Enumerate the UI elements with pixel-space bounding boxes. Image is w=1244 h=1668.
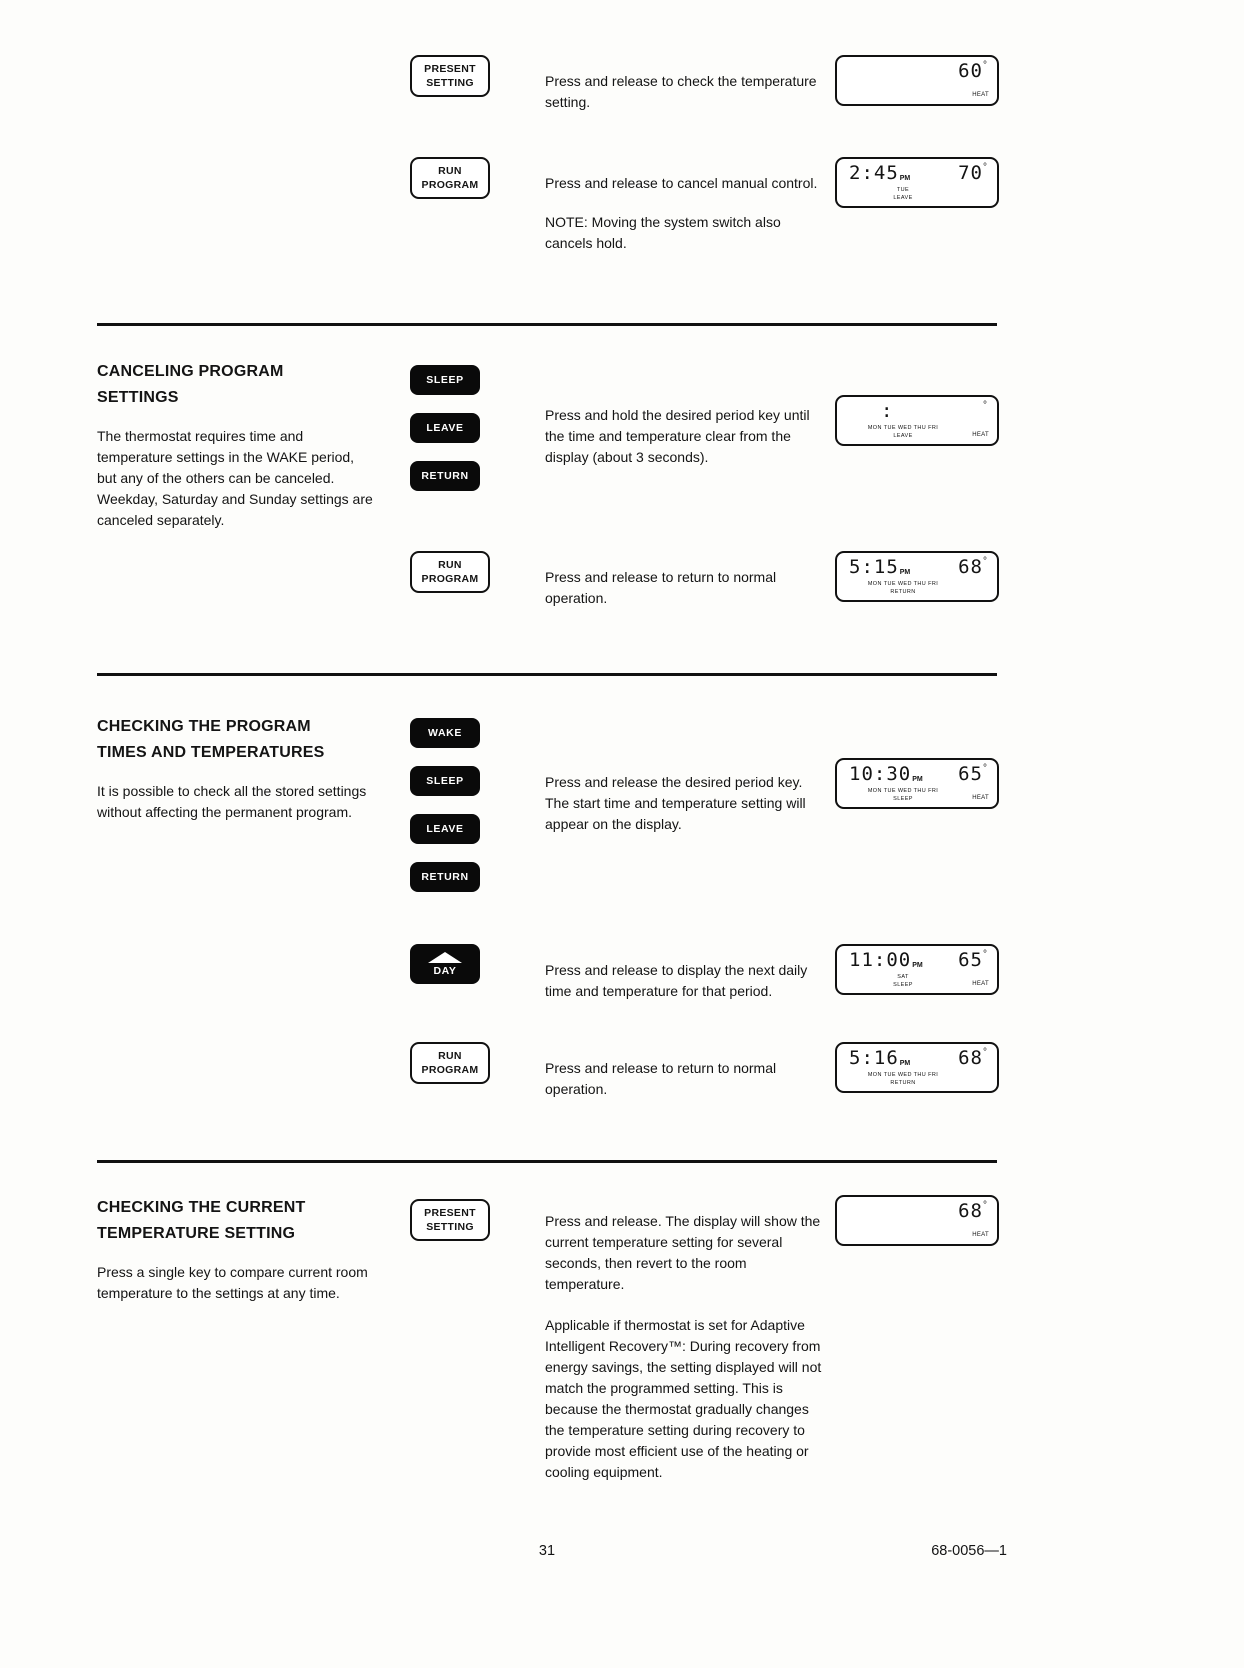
key-label-line: PRESENT <box>424 1207 476 1219</box>
lcd-ampm: PM <box>912 776 923 783</box>
lcd-period-label: LEAVE <box>893 432 913 439</box>
lcd-time <box>849 164 910 183</box>
row-present-setting-check <box>97 55 997 127</box>
instruction-cell <box>537 1042 827 1114</box>
display-cell <box>827 714 997 809</box>
thermostat-lcd-display <box>835 157 999 208</box>
key-label-line: RUN <box>438 165 462 177</box>
heading-line: CHECKING THE PROGRAM <box>97 718 311 735</box>
instruction-text: Press and release to display the next daily time and temperature for that period. <box>545 962 808 999</box>
lcd-time <box>881 402 893 421</box>
degree-symbol: ° <box>983 949 987 960</box>
instruction-text: Press and hold the desired period key until the time and temperature clear from the display (about 3 seconds). <box>545 407 810 465</box>
lcd-time-digits: 2:45 <box>849 162 899 184</box>
section-intro <box>97 714 397 837</box>
wake-key: WAKE <box>410 718 480 748</box>
page-footer <box>97 1543 1007 1565</box>
lcd-day-period <box>847 788 959 803</box>
lcd-day-period <box>847 187 959 202</box>
instruction-cell <box>537 55 827 127</box>
degree-symbol: ° <box>983 162 987 173</box>
lcd-temp-digits: 68 <box>958 1047 983 1069</box>
degree-symbol: ° <box>983 400 987 411</box>
thermostat-lcd-display <box>835 758 999 809</box>
instruction-cell <box>537 157 827 268</box>
lcd-ampm: PM <box>899 1060 911 1067</box>
return-key: RETURN <box>410 862 480 892</box>
heading-line: TIMES AND TEMPERATURES <box>97 744 325 762</box>
display-cell <box>827 551 997 602</box>
lcd-time-digits: 11:00 <box>849 949 912 971</box>
lcd-temp-digits: 70 <box>958 162 983 184</box>
thermostat-lcd-display <box>835 1042 999 1093</box>
instruction-text: Press and release. The display will show the current temperature setting for several seconds, then revert to the room temperature. <box>545 1213 821 1292</box>
lcd-period-label: LEAVE <box>893 194 913 201</box>
lcd-day-period <box>847 581 959 596</box>
note-text: NOTE: Moving the system switch also cancels hold. <box>545 214 781 251</box>
lcd-day-labels: MON TUE WED THU FRI <box>867 788 939 795</box>
lcd-temperature <box>958 558 987 577</box>
button-cell <box>397 1199 537 1241</box>
instruction-cell <box>537 1195 827 1497</box>
section-divider <box>97 1160 997 1163</box>
key-label-line: RUN <box>438 1050 462 1062</box>
leave-key: LEAVE <box>410 814 480 844</box>
instruction-text: Press and release to cancel manual control. <box>545 175 818 191</box>
lcd-temperature <box>958 1049 987 1068</box>
thermostat-lcd-display <box>835 395 999 446</box>
lcd-temp-digits: 65 <box>958 949 983 971</box>
degree-symbol: ° <box>983 1047 987 1058</box>
heading-line: CANCELING PROGRAM <box>97 363 284 380</box>
lcd-temperature <box>958 951 987 970</box>
lcd-time-digits: 10:30 <box>849 763 912 785</box>
lcd-temperature <box>958 1202 987 1221</box>
lcd-temp-digits: 68 <box>958 556 983 578</box>
button-cell <box>397 55 537 97</box>
present-setting-key <box>410 1199 490 1241</box>
lcd-day-labels: MON TUE WED THU FRI <box>867 425 939 432</box>
page-content <box>97 55 1007 1565</box>
lcd-mode-indicator: HEAT <box>972 432 989 438</box>
lcd-main-row <box>849 164 987 183</box>
instruction-cell <box>537 551 827 623</box>
key-label-line: SETTING <box>426 1221 474 1234</box>
button-cell <box>397 1042 537 1084</box>
instruction-text: Press and release to return to normal operation. <box>545 569 777 606</box>
lcd-temperature <box>983 402 987 421</box>
section-checking-current <box>97 1195 997 1497</box>
section-intro <box>97 1195 397 1318</box>
lcd-day-labels: SAT <box>897 974 909 981</box>
thermostat-lcd-display <box>835 1195 999 1246</box>
key-label-line: PRESENT <box>424 63 476 75</box>
lcd-main-row <box>849 62 987 81</box>
display-cell <box>827 1195 997 1246</box>
leave-key: LEAVE <box>410 413 480 443</box>
day-key <box>410 944 480 984</box>
display-cell <box>827 1042 997 1093</box>
section-intro <box>97 359 397 545</box>
key-label-line: DAY <box>433 964 457 977</box>
run-program-key <box>410 551 490 593</box>
heading-line: SETTINGS <box>97 389 179 407</box>
instruction-text: Press and release to check the temperature setting. <box>545 73 817 110</box>
lcd-temp-digits: 60 <box>958 60 983 82</box>
lcd-time <box>849 951 923 970</box>
lcd-day-labels: MON TUE WED THU FRI <box>867 1072 939 1079</box>
lcd-main-row <box>849 1049 987 1068</box>
lcd-day-labels: MON TUE WED THU FRI <box>867 581 939 588</box>
display-cell <box>827 944 997 995</box>
section-heading <box>97 714 397 767</box>
section-body-text: It is possible to check all the stored settings without affecting the permanent program. <box>97 782 367 820</box>
instruction-cell <box>537 359 827 482</box>
key-label-line: PROGRAM <box>421 179 479 192</box>
up-triangle-icon <box>428 952 462 963</box>
instruction-text: Press and release to return to normal operation. <box>545 1060 777 1097</box>
instruction-text: Press and release the desired period key. The start time and temperature setting will appear on the display. <box>545 774 806 832</box>
thermostat-lcd-display <box>835 551 999 602</box>
lcd-main-row <box>849 558 987 577</box>
lcd-mode-indicator: HEAT <box>972 795 989 801</box>
period-key-stack <box>397 359 537 509</box>
thermostat-lcd-display <box>835 55 999 106</box>
sleep-key: SLEEP <box>410 766 480 796</box>
instruction-cell <box>537 944 827 1016</box>
lcd-day-period <box>847 974 959 989</box>
period-key-stack <box>397 714 537 910</box>
lcd-mode-indicator: HEAT <box>972 92 989 98</box>
section-heading <box>97 1195 397 1248</box>
lcd-temp-digits: 65 <box>958 763 983 785</box>
lcd-time-digits: 5:15 <box>849 556 899 578</box>
lcd-temperature <box>958 62 987 81</box>
section-divider <box>97 323 997 326</box>
lcd-time <box>849 1049 910 1068</box>
section-body-text: Press a single key to compare current room temperature to the settings at any time. <box>97 1263 368 1301</box>
display-cell <box>827 359 997 446</box>
lcd-mode-indicator: HEAT <box>972 1232 989 1238</box>
button-cell <box>397 944 537 984</box>
instruction-cell <box>537 714 827 849</box>
key-label-line: PROGRAM <box>421 573 479 586</box>
heading-line: TEMPERATURE SETTING <box>97 1225 296 1243</box>
lcd-day-labels: TUE <box>896 187 910 194</box>
section-body-text: The thermostat requires time and temperature settings in the WAKE period, but any of the others can be canceled. Weekday, Saturday and Sunday settings are canceled separately. <box>97 427 373 528</box>
button-cell <box>397 551 537 593</box>
instruction-text: Applicable if thermostat is set for Adaptive Intelligent Recovery™: During recovery from energy savings, the setting displayed will not match the programmed setting. This is because the thermostat gradually changes the temperature setting during recovery to provide most efficient use of the heating or cooling equipment. <box>545 1317 822 1480</box>
section-checking-program <box>97 714 997 1114</box>
lcd-mode-indicator: HEAT <box>972 981 989 987</box>
lcd-main-row <box>849 1202 987 1221</box>
lcd-time <box>849 558 910 577</box>
lcd-main-row <box>849 951 987 970</box>
lcd-period-label: RETURN <box>890 588 916 595</box>
run-program-key <box>410 1042 490 1084</box>
display-cell <box>827 55 997 106</box>
document-number: 68-0056—1 <box>931 1543 1007 1559</box>
lcd-time <box>849 765 923 784</box>
run-program-key <box>410 157 490 199</box>
present-setting-key <box>410 55 490 97</box>
display-cell <box>827 157 997 208</box>
lcd-ampm: PM <box>912 962 923 969</box>
key-label-line: PROGRAM <box>421 1064 479 1077</box>
button-cell <box>397 157 537 199</box>
lcd-ampm: PM <box>899 175 911 182</box>
lcd-period-label: RETURN <box>890 1079 916 1086</box>
lcd-period-label: SLEEP <box>893 795 913 802</box>
page-number: 31 <box>538 1543 556 1559</box>
lcd-temp-digits: 68 <box>958 1200 983 1222</box>
lcd-day-period <box>847 1072 959 1087</box>
degree-symbol: ° <box>983 556 987 567</box>
section-canceling-program <box>97 359 997 623</box>
lcd-temperature <box>958 164 987 183</box>
lcd-time-digits: 5:16 <box>849 1047 899 1069</box>
lcd-main-row <box>849 765 987 784</box>
sleep-key: SLEEP <box>410 365 480 395</box>
return-key: RETURN <box>410 461 480 491</box>
thermostat-lcd-display <box>835 944 999 995</box>
row-run-program-cancel <box>97 157 997 268</box>
lcd-day-period <box>847 425 959 440</box>
section-divider <box>97 673 997 676</box>
key-label-line: RUN <box>438 559 462 571</box>
lcd-period-label: SLEEP <box>893 981 913 988</box>
degree-symbol: ° <box>983 1200 987 1211</box>
key-label-line: SETTING <box>426 77 474 90</box>
lcd-colon: : <box>881 400 894 422</box>
lcd-temperature <box>958 765 987 784</box>
degree-symbol: ° <box>983 763 987 774</box>
section-heading <box>97 359 397 412</box>
lcd-ampm: PM <box>899 569 911 576</box>
lcd-main-row <box>849 402 987 421</box>
heading-line: CHECKING THE CURRENT <box>97 1199 306 1216</box>
degree-symbol: ° <box>983 60 987 71</box>
